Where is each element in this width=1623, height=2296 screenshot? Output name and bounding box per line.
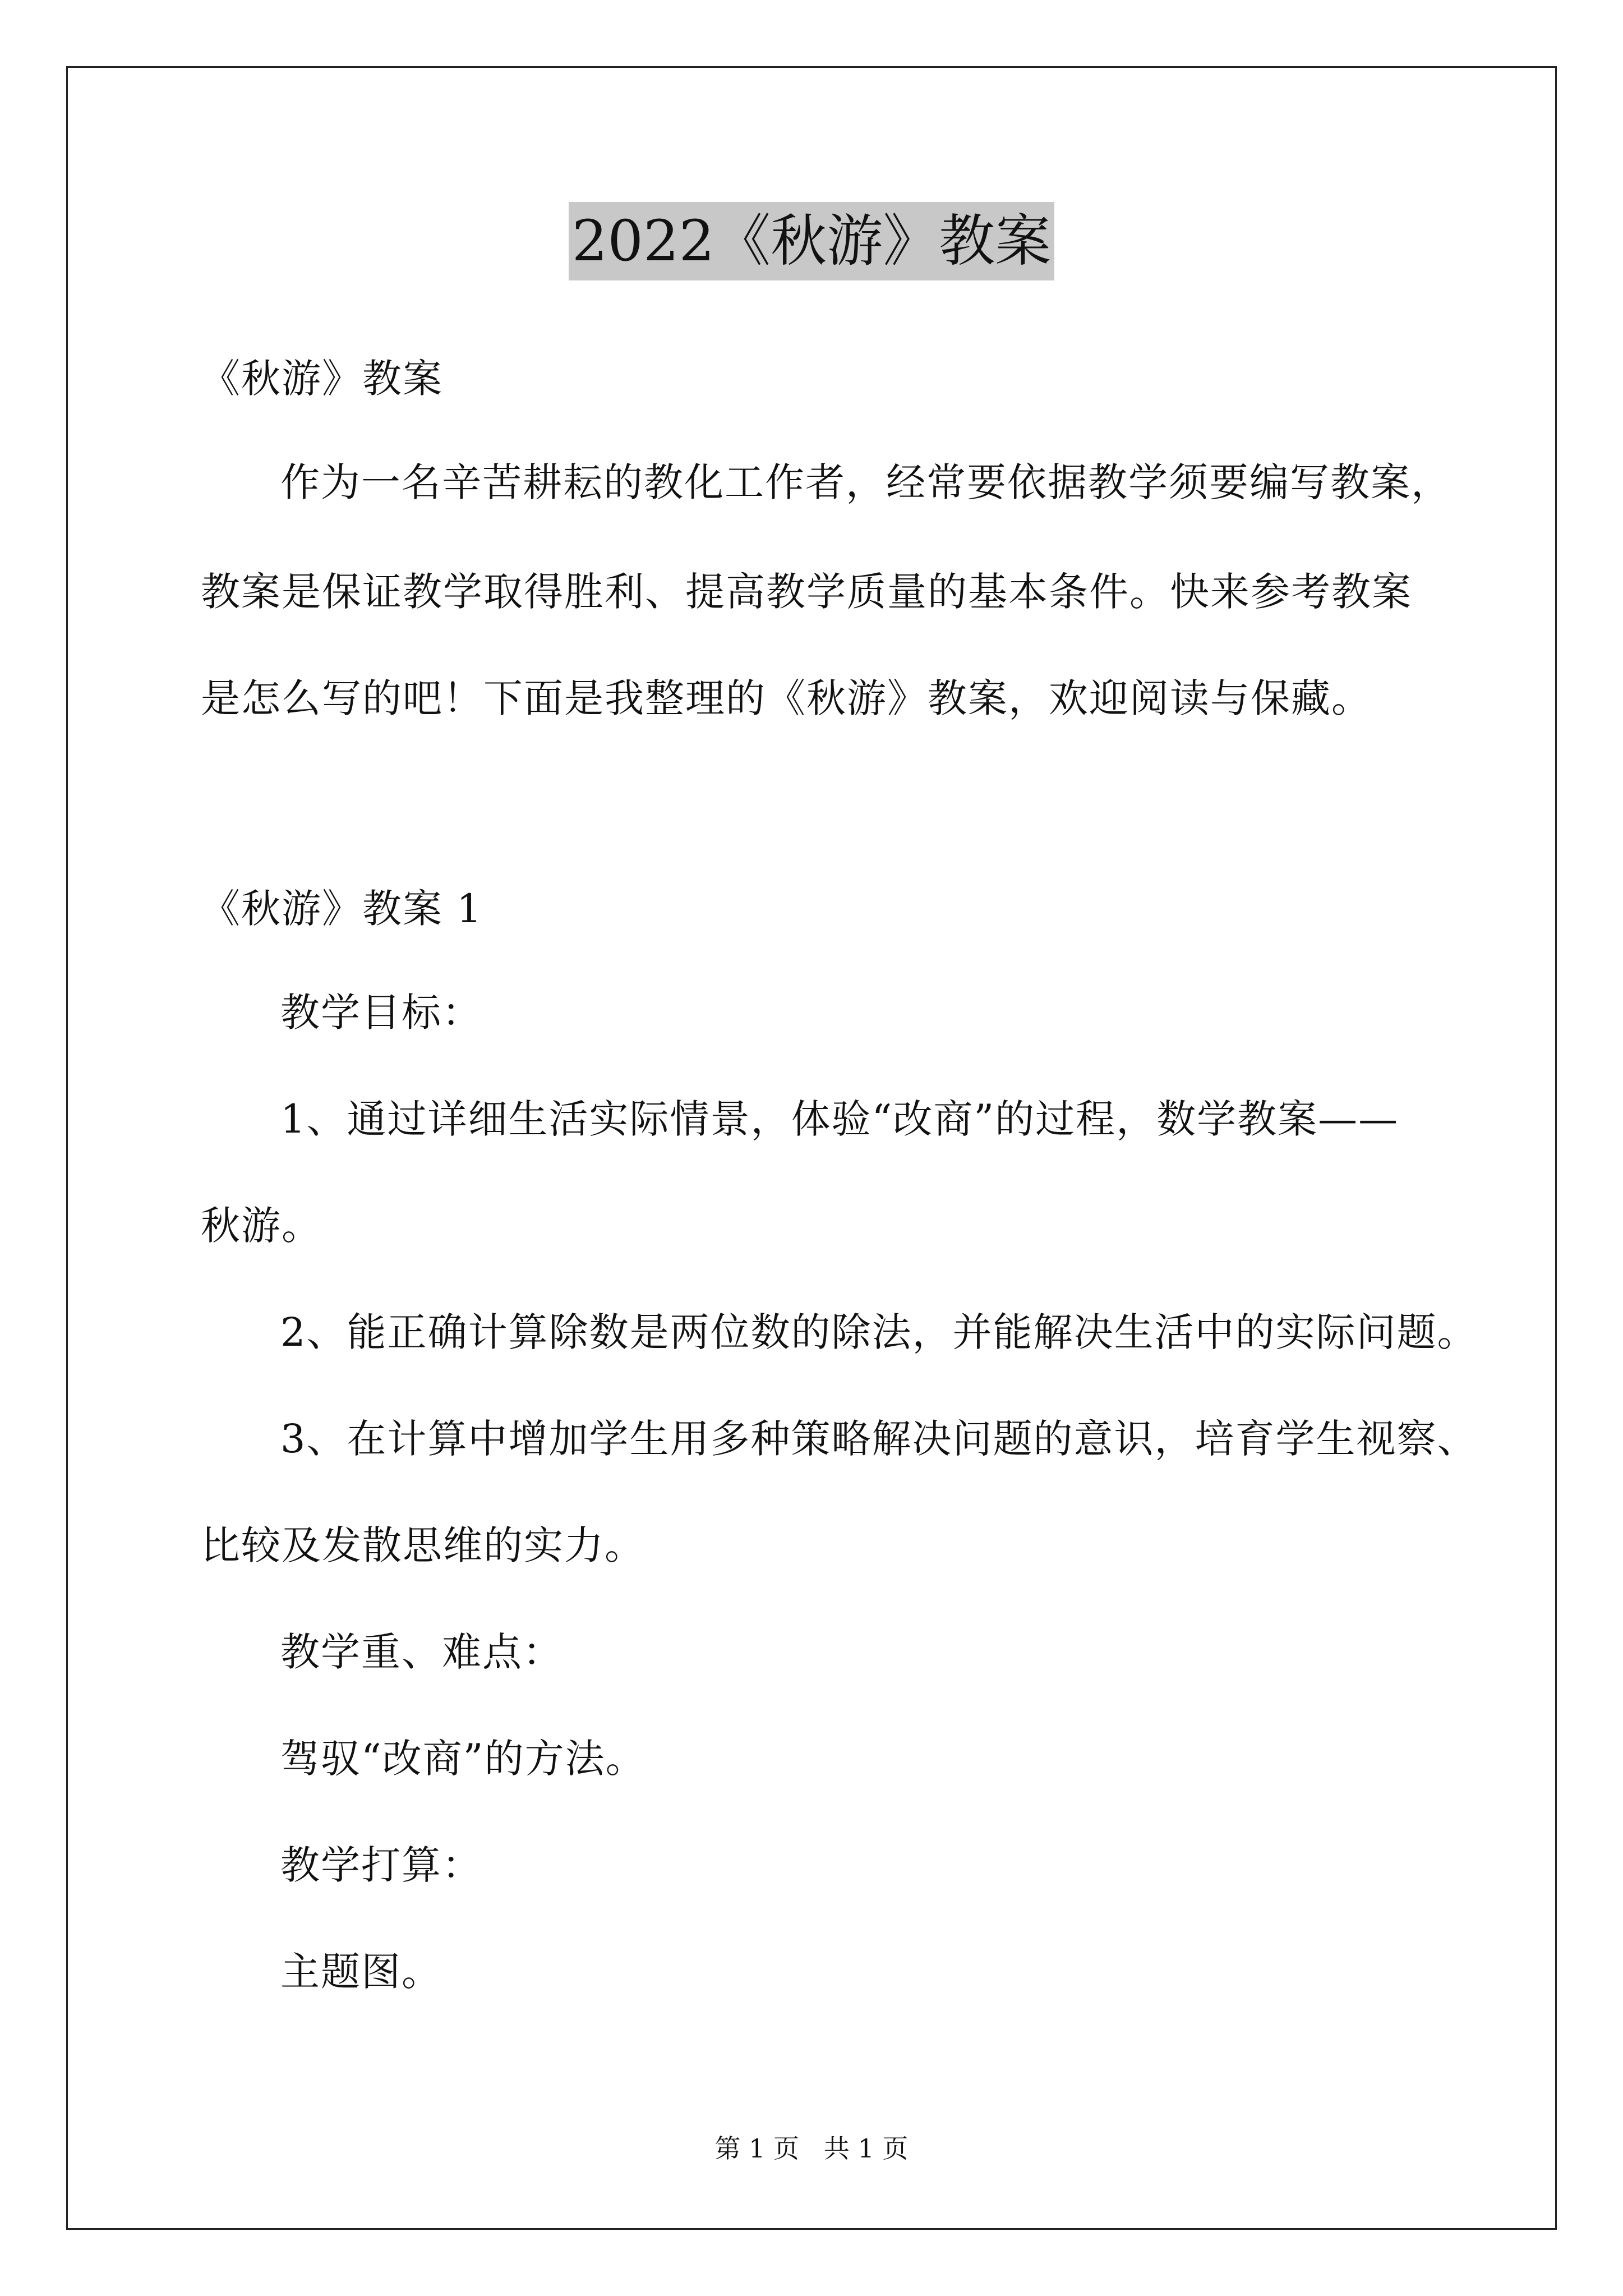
paragraph-line: 驾驭“改商”的方法。 — [280, 1736, 646, 1782]
section-heading-intro: 《秋游》教案 — [201, 356, 443, 402]
title-text: 2022《秋游》教案 — [569, 202, 1055, 280]
paragraph-line: 比较及发散思维的实力。 — [201, 1522, 645, 1568]
paragraph-line: 2、能正确计算除数是两位数的除法，并能解决生活中的实际问题。 — [280, 1309, 1478, 1355]
page-footer: 第 1 页 共 1 页 — [714, 2133, 909, 2164]
subheading-preparation: 教学打算： — [280, 1842, 482, 1888]
paragraph-line: 是怎么写的吧！下面是我整理的《秋游》教案，欢迎阅读与保藏。 — [201, 675, 1372, 721]
paragraph-line: 秋游。 — [201, 1203, 322, 1249]
paragraph-line: 主题图。 — [280, 1949, 442, 1995]
paragraph-line: 1、通过详细生活实际情景，体验“改商”的过程，数学教案—— — [280, 1096, 1399, 1142]
subheading-key-points: 教学重、难点： — [280, 1629, 563, 1675]
document-title — [0, 202, 1623, 280]
paragraph-line: 3、在计算中增加学生用多种策略解决问题的意识，培育学生视察、 — [280, 1416, 1478, 1462]
section-heading-plan-1: 《秋游》教案 1 — [201, 886, 483, 932]
paragraph-line: 教案是保证教学取得胜利、提高教学质量的基本条件。快来参考教案 — [201, 569, 1412, 615]
subheading-objectives: 教学目标： — [280, 990, 482, 1036]
paragraph-line: 作为一名辛苦耕耘的教化工作者，经常要依据教学须要编写教案， — [280, 459, 1451, 505]
